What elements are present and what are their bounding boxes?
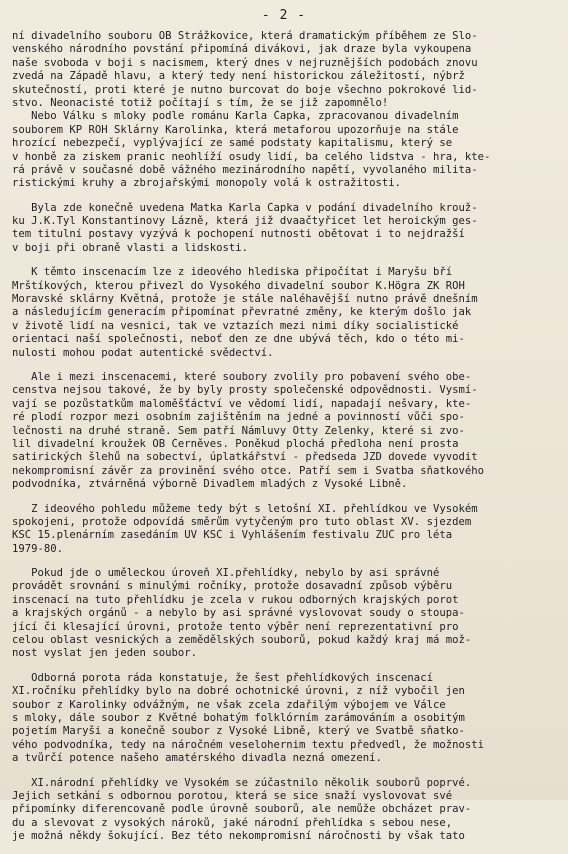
paragraph <box>12 371 560 492</box>
text-line: s mloky, dále soubor z Květné bohatým folklórním zarámováním a osobitým <box>12 711 465 724</box>
text-line: stvo. Neonacisté totiž počítají s tím, že se již zapomnělo! <box>12 96 389 109</box>
text-line: skutečností, proti které je nutno burcovat do boje všechno pokrokové lid- <box>12 83 478 96</box>
text-line: Ale i mezi inscenacemi, které soubory zvolily pro pobavení svého obe- <box>12 370 472 383</box>
text-line: lil divadelní kroužek OB Černěves. Poněkud plochá předloha není prosta <box>12 437 459 450</box>
text-line: XI.národní přehlídky ve Vysokém se zúčastnilo několik souborů poprvé. <box>12 776 472 789</box>
text-line: nulosti mohou podat autentické svědectví. <box>12 346 274 359</box>
page-number: - 2 - <box>261 8 307 23</box>
document-body <box>12 30 560 854</box>
text-line: orientaci naší společnosti, neboť den ze dne ubývá těch, kdo o této mi- <box>12 333 465 346</box>
text-line: a krajských orgánů - a nebylo by asi správné vyslovovat soudy o stoupa- <box>12 607 465 620</box>
text-line: provádět srovnání s minulými ročníky, protože dosavadní způsob výběru <box>12 580 453 593</box>
text-line: v honbě za ziskem pranic neohlíží osudy lidí, ba celého lidstva - hra, kte- <box>12 150 491 163</box>
text-line: hrozící nebezpečí, vyplývající ze samé podstaty kapitalismu, který se <box>12 137 453 150</box>
text-line: KSČ 15.plenárním zasedáním ÚV KSČ i Vyhlášením festivalu ZUČ pro léta <box>12 529 453 542</box>
text-line: Pokud jde o uměleckou úroveň XI.přehlídky, nebylo by asi správné <box>12 567 440 580</box>
text-line: censtva nejsou takové, že by byly prosty společenské odpovědnosti. Vysmí- <box>12 384 478 397</box>
text-line: v boji při obraně vlasti a lidskosti. <box>12 241 248 254</box>
text-line: vého podvodníka, tedy na náročném veselohernim textu předvedl, že možnosti <box>12 738 484 751</box>
text-line: Z ideového pohledu můžeme tedy být s letošní XI. přehlídkou ve Vysokém <box>12 502 478 515</box>
text-line: inscenací na tuto přehlídku je zcela v rukou odborných krajských porot <box>12 593 459 606</box>
text-line: ré plodí rozpor mezi osobním zajištěním na jedné a povinností vůči spo- <box>12 411 465 424</box>
text-line: v životě lidí na vesnici, tak ve vztazích mezi nimi díky socialistické <box>12 319 459 332</box>
text-line: venského národního povstání připomíná divákovi, jak draze byla vykoupena <box>12 43 472 56</box>
text-line: Mrštíkových, kterou přivezl do Vysokého divadelní soubor K.Högra ZK ROH <box>12 279 465 292</box>
text-line: spokojeni, protože odpovídá směrům vytyčeným pro tuto oblast XV. sjezdem <box>12 515 472 528</box>
text-line: Nebo Válku s mloky podle románu Karla Čapka, zpracovanou divadelním <box>12 110 459 123</box>
paragraph <box>12 266 560 360</box>
text-line: souborem KP ROH Sklárny Karolinka, která metaforou upozorňuje na stále <box>12 123 459 136</box>
text-line: nekompromisní závěr za provinění svého otce. Patří sem i Svatba sňatkového <box>12 464 484 477</box>
text-line: Jejich setkání s odbornou porotou, která se sice snaží vyslovovat své <box>12 789 453 802</box>
text-line: rá právě v současné době vážného mezinárodního napětí, vyvolaného milita- <box>12 163 478 176</box>
text-line: soubor z Karolinky odvážným, ne však zcela zdařilým výbojem ve Válce <box>12 698 446 711</box>
text-line: 1979-80. <box>12 542 64 555</box>
text-line: ní divadelního souboru OB Strážkovice, která dramatickým příběhem ze Slo- <box>12 30 478 42</box>
text-line: XI.ročníku přehlídky bylo na dobré ochotnické úrovni, z níž vybočil jen <box>12 685 465 698</box>
text-line: ristickými kruhy a zbrojařskými monopoly volá k ostražitosti. <box>12 177 402 190</box>
text-line: celou oblast vesnických a zemědělských souborů, pokud každý kraj má mož- <box>12 634 472 647</box>
paragraph <box>12 30 560 191</box>
text-line: pojetím Maryši a konečně soubor z Vysoké Libně, který ve Svatbě sňatko- <box>12 725 465 738</box>
text-line: Odborná porota ráda konstatuje, že šest přehlídkových inscenací <box>12 671 433 684</box>
text-line: naše svoboda v boji s nacismem, který dnes v nejruznějších podobách znovu <box>12 56 478 69</box>
text-line: Byla zde konečně uvedena Matka Karla Čapka v podání divadelního krouž- <box>12 201 478 214</box>
paragraph <box>12 672 560 766</box>
text-line: tem titulní postavy vyzývá k pochopení nutnosti obětovat i to nejdražší <box>12 228 465 241</box>
text-line: zvedá na Západě hlavu, a který tedy není historickou záležitostí, nýbrž <box>12 70 465 83</box>
text-line: podvodníka, ztvárněná výborně Divadlem mladých z Vysoké Libně. <box>12 478 408 491</box>
text-line: je možná někdy šokující. Bez této nekompromisní náročnosti by však tato <box>12 830 465 843</box>
text-line: K těmto inscenacím lze z ideového hlediska připočítat i Maryšu bří <box>12 266 453 279</box>
text-line: satirických šlehů na sobectví, úplatkářství - předseda JZD dovede vyvodit <box>12 451 478 464</box>
text-line: ku J.K.Tyl Konstantinovy Lázně, která již dvaačtyřicet let heroickým ges- <box>12 215 478 228</box>
text-line: připomínky diferencovaně podle úrovně souborů, ale nemůže obcházet prav- <box>12 803 472 816</box>
paragraph <box>12 202 560 256</box>
paragraph <box>12 567 560 661</box>
text-line: Moravské sklárny Květná, protože je stále naléhavější nutno právě dnešním <box>12 293 478 306</box>
text-line: du a slevovat z vysokých nároků, jaké národní přehlídka s sebou nese, <box>12 816 453 829</box>
paragraph <box>12 503 560 557</box>
text-line: nost vyslat jen jeden soubor. <box>12 647 197 660</box>
text-line: a následujícím generacím připomínat převratné změny, ke kterým došlo jak <box>12 306 472 319</box>
text-line: a tvůrčí potence našeho amatérského divadla nezná omezení. <box>12 752 382 765</box>
text-line: lečnosti na druhé straně. Sem patří Námluvy Otty Zelenky, které si zvo- <box>12 424 465 437</box>
paragraph <box>12 777 560 844</box>
text-line: vají se pozůstatkům maloměšťáctví ve vědomí lidí, napadají nešvary, kte- <box>12 397 472 410</box>
text-line: jící či klesající úrovni, protože tento výběr není reprezentativní pro <box>12 620 459 633</box>
